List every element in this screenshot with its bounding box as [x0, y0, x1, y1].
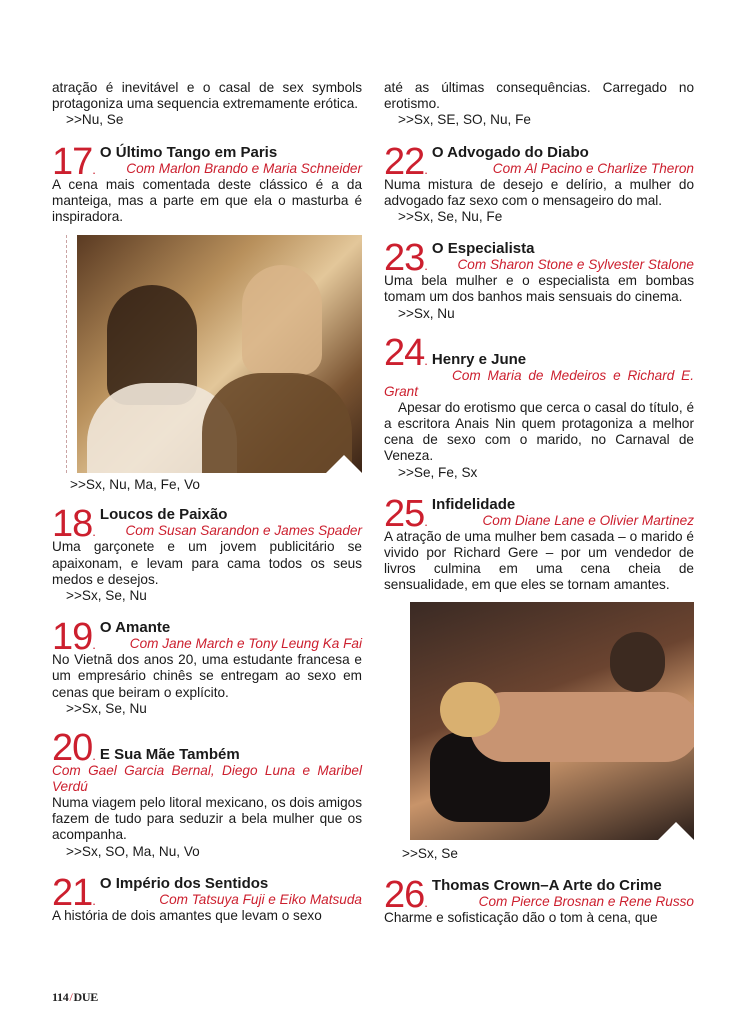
entry-header	[384, 140, 694, 183]
entry-description: Charme e sofisticação dão o tom à cena, que	[384, 909, 658, 925]
entry-header	[384, 492, 694, 535]
entry-tags: >>Sx, Se, Nu	[66, 700, 147, 716]
entry-24	[384, 331, 694, 481]
entry-25	[384, 492, 694, 862]
entry-21	[52, 871, 362, 924]
entry-number: 17	[52, 140, 93, 183]
entry-tags: >>Sx, Se	[402, 845, 458, 861]
entry-title: O Especialista	[431, 240, 535, 258]
photo-image	[77, 235, 362, 473]
entry-header	[384, 873, 694, 916]
entry-17	[52, 140, 362, 494]
entry-19	[52, 616, 362, 717]
entry-heading	[100, 145, 362, 177]
entry-title: E Sua Mãe Também	[99, 746, 240, 764]
intro-tags: >>Sx, SE, SO, Nu, Fe	[398, 112, 531, 128]
entry-cast: Com Pierce Brosnan e Rene Russo	[478, 893, 694, 909]
entry-header	[52, 616, 362, 659]
entry-title: Infidelidade	[431, 495, 516, 513]
entry-heading	[100, 620, 362, 652]
entry-number: 23	[384, 237, 425, 280]
entry-description: Numa mistura de desejo e delírio, a mulher do advogado faz sexo com o mensageiro do mal.	[384, 176, 694, 208]
entry-22	[384, 140, 694, 226]
entry-title: O Amante	[99, 619, 171, 637]
entry-title: Henry e June	[431, 350, 527, 368]
entry-heading	[100, 747, 362, 763]
entry-cast: Com Diane Lane e Olivier Martinez	[482, 512, 694, 528]
photo-corner-notch	[326, 455, 362, 473]
intro-tags: >>Nu, Se	[66, 112, 124, 128]
entry-description: Apesar do erotismo que cerca o casal do título, é a escritora Anais Nin quem protagoniza a melhor cena de sexo com o marido, no Carnaval de Veneza.	[384, 399, 694, 464]
entry-number: 26	[384, 873, 425, 916]
entry-cast: Com Al Pacino e Charlize Theron	[492, 160, 694, 176]
entry-23	[384, 237, 694, 322]
entry-tags: >>Sx, Se, Nu, Fe	[398, 209, 503, 225]
right-column	[384, 80, 694, 926]
photo-image	[410, 602, 694, 840]
entry-number: 20	[52, 727, 93, 770]
entry-header	[52, 871, 362, 914]
entry-description: A história de dois amantes que levam o sexo	[52, 907, 322, 923]
entry-number: 21	[52, 871, 93, 914]
entry-title: O Último Tango em Paris	[99, 143, 278, 161]
magazine-name: DUE	[73, 990, 98, 1004]
entry-heading	[100, 876, 362, 908]
entry-number: 18	[52, 503, 93, 546]
number-dot: .	[92, 524, 96, 540]
entry-tags: >>Se, Fe, Sx	[398, 464, 478, 480]
entry-description: Uma bela mulher e o especialista em bombas tomam um dos banhos mais sensuais do cinema.	[384, 273, 694, 305]
intro-text: até as últimas consequências. Carregado no erotismo.	[384, 80, 694, 112]
number-dot: .	[424, 352, 428, 368]
entry-tags: >>Sx, SO, Ma, Nu, Vo	[66, 843, 200, 859]
entry-18	[52, 503, 362, 604]
entry-tags: >>Sx, Se, Nu	[66, 588, 147, 604]
number-dot: .	[424, 894, 428, 910]
entry-26	[384, 873, 694, 926]
entry-heading	[432, 145, 694, 177]
entry-tags: >>Sx, Nu	[398, 305, 455, 321]
entry-title: Thomas Crown–A Arte do Crime	[431, 876, 662, 894]
entry-cast: Com Marlon Brando e Maria Schneider	[126, 160, 362, 176]
number-dot: .	[424, 258, 428, 274]
entry-number: 22	[384, 140, 425, 183]
entry-cast: Com Sharon Stone e Sylvester Stalone	[457, 257, 694, 273]
entry-heading	[432, 241, 694, 273]
entry-cast: Com Maria de Medeiros e Richard E. Grant	[384, 367, 694, 399]
entry-description: No Vietnã dos anos 20, uma estudante francesa e um empresário chinês se entregam ao sexo em cenas que beiram o explícito.	[52, 652, 362, 700]
number-dot: .	[92, 892, 96, 908]
footer-separator: /	[69, 990, 73, 1004]
entry-tags: >>Sx, Nu, Ma, Fe, Vo	[70, 477, 200, 493]
entry-description: A cena mais comentada deste clássico é a da manteiga, mas a parte em que ela o masturba é inspiradora.	[52, 176, 362, 225]
entry-heading	[100, 507, 362, 539]
photo-corner-notch	[658, 822, 694, 840]
entry-20	[52, 727, 362, 860]
entry-description: Uma garçonete e um jovem publicitário se apaixonam, e levam para cama todos os seus medos e desejos.	[52, 539, 362, 587]
number-dot: .	[92, 748, 96, 764]
entry-title: O Império dos Sentidos	[99, 874, 269, 892]
number-dot: .	[424, 161, 428, 177]
entry-cast: Com Susan Sarandon e James Spader	[125, 523, 362, 539]
entry-heading	[432, 878, 694, 910]
left-column	[52, 80, 362, 924]
entry-header	[52, 140, 362, 183]
entry-cast: Com Jane March e Tony Leung Ka Fai	[129, 636, 362, 652]
film-photo	[410, 602, 694, 840]
entry-heading	[432, 497, 694, 529]
page-footer	[52, 990, 98, 1005]
entry-header	[384, 237, 694, 280]
entry-description: A atração de uma mulher bem casada – o marido é vivido por Richard Gere – por um vendedor de livros culmina em uma cena cheia de sensualidade, em que eles se tornam amantes.	[384, 528, 694, 593]
number-dot: .	[92, 637, 96, 653]
entry-number: 24	[384, 331, 425, 374]
entry-title: Loucos de Paixão	[99, 506, 228, 524]
entry-description: Numa viagem pelo litoral mexicano, os dois amigos fazem de tudo para seduzir a bela mulher que os acompanha.	[52, 795, 362, 843]
entry-number: 19	[52, 616, 93, 659]
entry-header	[384, 331, 694, 374]
intro-text: atração é inevitável e o casal de sex symbols protagoniza uma sequencia extremamente erótica.	[52, 80, 362, 112]
number-dot: .	[424, 513, 428, 529]
entry-header	[52, 727, 362, 770]
entry-number: 25	[384, 492, 425, 535]
page-number: 114	[52, 990, 69, 1004]
entry-heading	[432, 352, 694, 368]
film-photo	[66, 235, 362, 473]
entry-cast: Com Tatsuya Fuji e Eiko Matsuda	[159, 891, 362, 907]
entry-title: O Advogado do Diabo	[431, 143, 589, 161]
entry-cast: Com Gael Garcia Bernal, Diego Luna e Maribel Verdú	[52, 763, 362, 795]
entry-header	[52, 503, 362, 546]
number-dot: .	[92, 161, 96, 177]
